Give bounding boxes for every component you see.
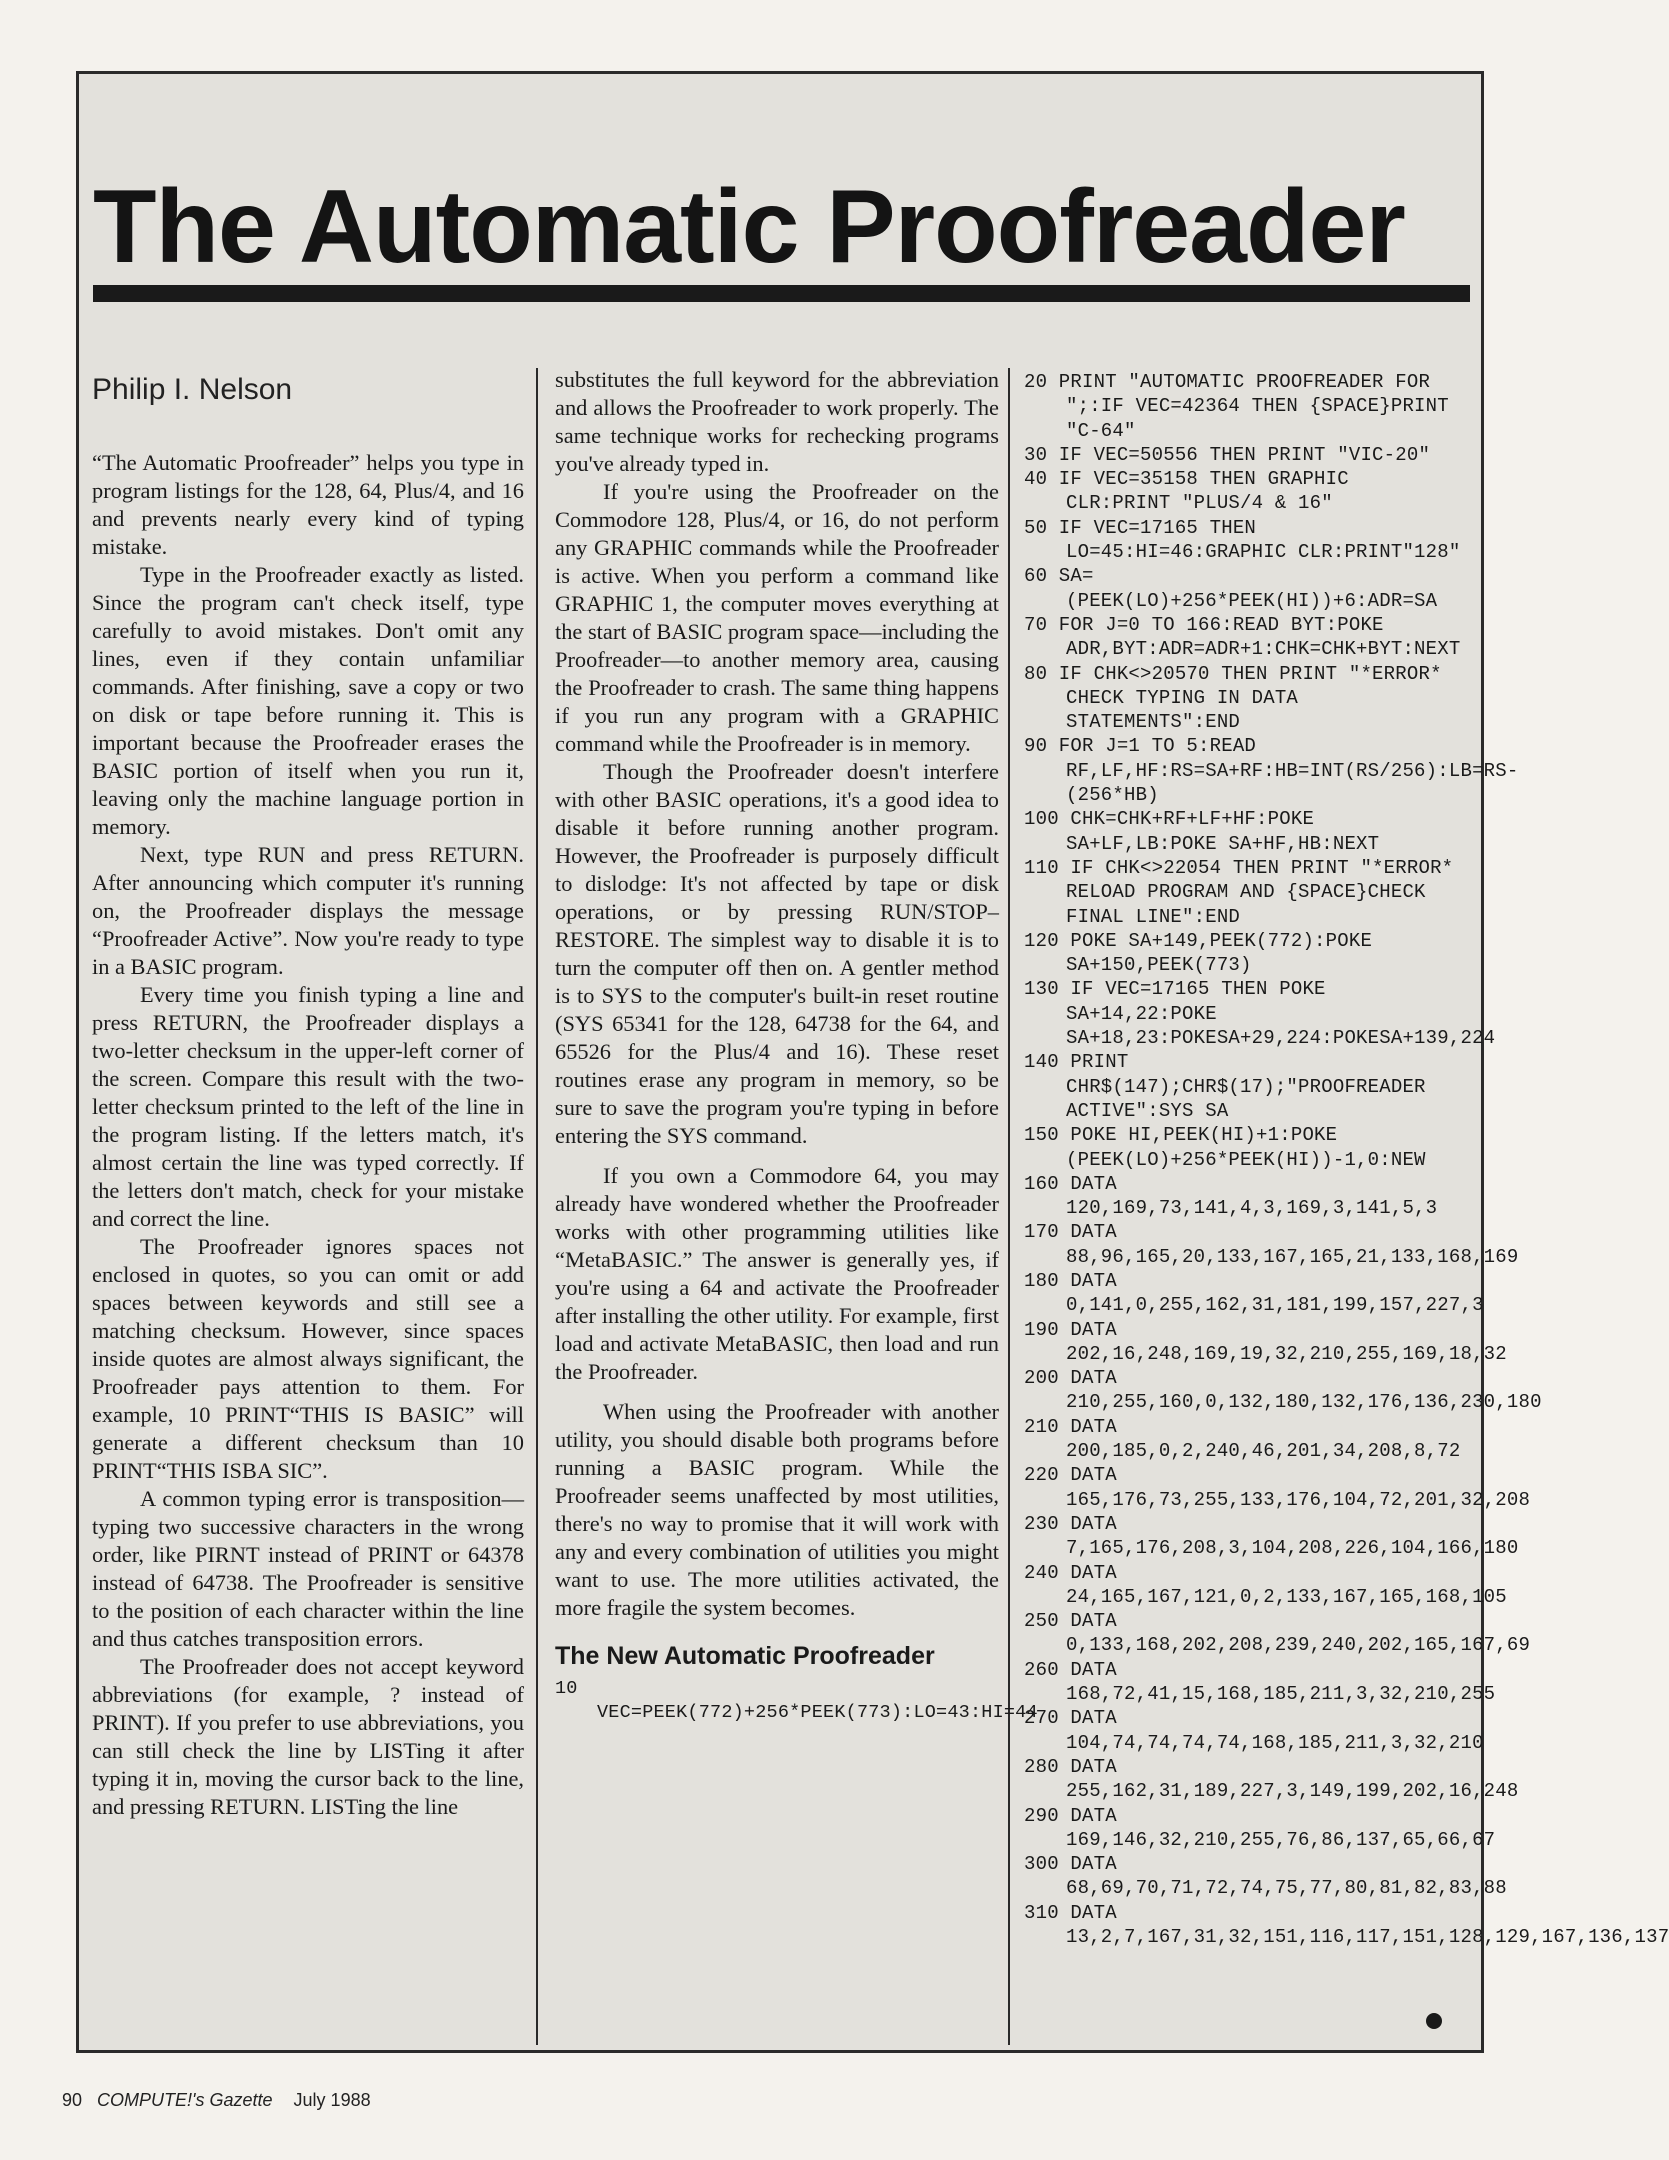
code-line: 180 DATA 0,141,0,255,162,31,181,199,157,227,3 xyxy=(1024,1269,1484,1317)
paragraph: The Proofreader ignores spaces not enclosed in quotes, so you can omit or add spaces between keywords and still see a matching checksum. However, since spaces inside quotes are almost always significant, the Proofreader pays attention to them. For example, 10 PRINT“THIS IS BASIC” will generate a different checksum than 10 PRINT“THIS ISBA SIC”. xyxy=(92,1234,524,1483)
paragraph: When using the Proofreader with another utility, you should disable both programs before running a BASIC program. While the Proofreader seems unaffected by most utilities, there's no way to promise that it will work with any and every combination of utilities you might want to use. The more utilities activated, the more fragile the system becomes. xyxy=(555,1399,999,1620)
paragraph: Next, type RUN and press RETURN. After announcing which computer it's running on, the Proofreader displays the message “Proofreader Active”. Now you're ready to type in a BASIC program. xyxy=(92,842,524,979)
paragraph: “The Automatic Proofreader” helps you type in program listings for the 128, 64, Plus/4, and 16 and prevents nearly every kind of typing mistake. xyxy=(92,450,524,559)
code-line: 130 IF VEC=17165 THEN POKE SA+14,22:POKE SA+18,23:POKESA+29,224:POKESA+139,224 xyxy=(1024,978,1496,1050)
column-divider-2 xyxy=(1008,368,1010,2045)
end-of-article-icon xyxy=(1426,2013,1442,2029)
code-line: 170 DATA 88,96,165,20,133,167,165,21,133,168,169 xyxy=(1024,1221,1519,1268)
page-footer xyxy=(62,2090,371,2111)
paragraph: Though the Proofreader doesn't interfere with other BASIC operations, it's a good idea to disable it before running another program. However, the Proofreader is purposely difficult to dislodge: It's not affected by tape or disk operations, or by pressing RUN/STOP–RESTORE. The simplest way to disable it is to turn the computer off then on. A gentler method is to SYS to the computer's built-in reset routine (SYS 65341 for the 128, 64738 for the 64, and 65526 for the Plus/4 and 16). These reset routines erase any program in memory, so be sure to save the program you're typing in before entering the SYS command. xyxy=(555,759,999,1148)
code-line: 270 DATA 104,74,74,74,74,168,185,211,3,32,210 xyxy=(1024,1707,1484,1754)
code-line: 250 DATA 0,133,168,202,208,239,240,202,165,167,69 xyxy=(1024,1610,1531,1657)
code-line: 100 CHK=CHK+RF+LF+HF:POKE SA+LF,LB:POKE SA+HF,HB:NEXT xyxy=(1024,808,1380,855)
code-line: 140 PRINT CHR$(147);CHR$(17);"PROOFREADER ACTIVE":SYS SA xyxy=(1024,1051,1438,1122)
code-line: 310 DATA 13,2,7,167,31,32,151,116,117,151,128,129,167,136,137 xyxy=(1024,1901,1669,1948)
column-1 xyxy=(92,365,524,2045)
paragraph: The Proofreader does not accept keyword abbreviations (for example, ? instead of PRINT). If you prefer to use abbreviations, you can still check the line by LISTing it after typing it in, moving the cursor back to the line, and pressing RETURN. LISTing the line xyxy=(92,1654,524,1819)
code-line: 200 DATA 210,255,160,0,132,180,132,176,136,230,180 xyxy=(1024,1367,1542,1414)
code-line: 60 SA=(PEEK(LO)+256*PEEK(HI))+6:ADR=SA xyxy=(1024,565,1438,612)
paragraph: substitutes the full keyword for the abbreviation and allows the Proofreader to work properly. The same technique works for rechecking programs you've already typed in. xyxy=(555,367,999,476)
code-line: 20 PRINT "AUTOMATIC PROOFREADER FOR ";:IF VEC=42364 THEN {SPACE}PRINT "C-64" xyxy=(1024,371,1461,442)
code-line: 150 POKE HI,PEEK(HI)+1:POKE (PEEK(LO)+256*PEEK(HI))-1,0:NEW xyxy=(1024,1124,1426,1171)
article-title: The Automatic Proofreader xyxy=(93,169,1405,285)
code-line: 70 FOR J=0 TO 166:READ BYT:POKE ADR,BYT:ADR=ADR+1:CHK=CHK+BYT:NEXT xyxy=(1024,613,1461,661)
code-line: 40 IF VEC=35158 THEN GRAPHIC CLR:PRINT "PLUS/4 & 16" xyxy=(1024,468,1361,515)
code-line: 260 DATA 168,72,41,15,168,185,211,3,32,210,255 xyxy=(1024,1658,1496,1706)
listing-heading: The New Automatic Proofreader xyxy=(555,1642,935,1670)
issue-date: July 1988 xyxy=(293,2090,371,2110)
code-line: 50 IF VEC=17165 THEN LO=45:HI=46:GRAPHIC CLR:PRINT"128" xyxy=(1024,516,1461,564)
paragraph: A common typing error is transposition—typing two successive characters in the wrong order, like PIRNT instead of PRINT or 64378 instead of 64738. The Proofreader is sensitive to the position of each character within the line and thus catches transposition errors. xyxy=(92,1486,524,1651)
column-2 xyxy=(555,366,1038,2046)
code-line: 160 DATA 120,169,73,141,4,3,169,3,141,5,3 xyxy=(1024,1172,1438,1220)
author-byline: Philip I. Nelson xyxy=(92,373,293,406)
paragraph: If you own a Commodore 64, you may already have wondered whether the Proofreader works with other programming utilities like “MetaBASIC.” The answer is generally yes, if you're using a 64 and activate the Proofreader after installing the other utility. For example, first load and activate MetaBASIC, then load and run the Proofreader. xyxy=(555,1163,999,1384)
code-line: 80 IF CHK<>20570 THEN PRINT "*ERROR* CHECK TYPING IN DATA STATEMENTS":END xyxy=(1024,662,1454,734)
page-number: 90 xyxy=(62,2090,83,2110)
code-line: 30 IF VEC=50556 THEN PRINT "VIC-20" xyxy=(1024,443,1431,466)
title-rule xyxy=(93,285,1470,302)
code-line: 90 FOR J=1 TO 5:READ RF,LF,HF:RS=SA+RF:HB=INT(RS/256):LB=RS-(256*HB) xyxy=(1024,735,1519,807)
code-line: 190 DATA 202,16,248,169,19,32,210,255,169,18,32 xyxy=(1024,1318,1507,1365)
code-line: 210 DATA 200,185,0,2,240,46,201,34,208,8,72 xyxy=(1024,1415,1461,1463)
paragraph: If you're using the Proofreader on the Commodore 128, Plus/4, or 16, do not perform any GRAPHIC commands while the Proofreader is active. When you perform a command like GRAPHIC 1, the computer moves everything at the start of BASIC program space—including the Proofreader—to another memory area, causing the Proofreader to crash. The same thing happens if you run any program with a GRAPHIC command while the Proofreader is in memory. xyxy=(555,479,999,756)
code-line: 230 DATA 7,165,176,208,3,104,208,226,104,166,180 xyxy=(1024,1512,1519,1560)
code-line: 240 DATA 24,165,167,121,0,2,133,167,165,168,105 xyxy=(1024,1561,1507,1608)
code-line: 10 VEC=PEEK(772)+256*PEEK(773):LO=43:HI=44 xyxy=(555,1678,1038,1724)
column-divider-1 xyxy=(536,368,538,2045)
publication-name: COMPUTE!'s Gazette xyxy=(97,2090,273,2110)
paragraph: Every time you finish typing a line and press RETURN, the Proofreader displays a two-letter checksum in the upper-left corner of the screen. Compare this result with the two-letter checksum printed to the left of the line in the program listing. If the letters match, it's almost certain the line was typed correctly. If the letters don't match, check for your mistake and correct the line. xyxy=(92,982,524,1231)
code-line: 110 IF CHK<>22054 THEN PRINT "*ERROR* RELOAD PROGRAM AND {SPACE}CHECK FINAL LINE":END xyxy=(1024,856,1465,928)
code-line: 290 DATA 169,146,32,210,255,76,86,137,65,66,67 xyxy=(1024,1804,1496,1851)
code-line: 300 DATA 68,69,70,71,72,74,75,77,80,81,82,83,88 xyxy=(1024,1853,1507,1900)
code-line: 220 DATA 165,176,73,255,133,176,104,72,201,32,208 xyxy=(1024,1464,1531,1511)
column-3 xyxy=(1024,370,1669,2050)
code-line: 280 DATA 255,162,31,189,227,3,149,199,202,16,248 xyxy=(1024,1755,1519,1803)
code-line: 120 POKE SA+149,PEEK(772):POKE SA+150,PEEK(773) xyxy=(1024,929,1384,977)
paragraph: Type in the Proofreader exactly as listed. Since the program can't check itself, type carefully to avoid mistakes. Don't omit any lines, even if they contain unfamiliar commands. After finishing, save a copy or two on disk or tape before running it. This is important because the Proofreader erases the BASIC portion of itself when you run it, leaving only the machine language portion in memory. xyxy=(92,562,524,839)
